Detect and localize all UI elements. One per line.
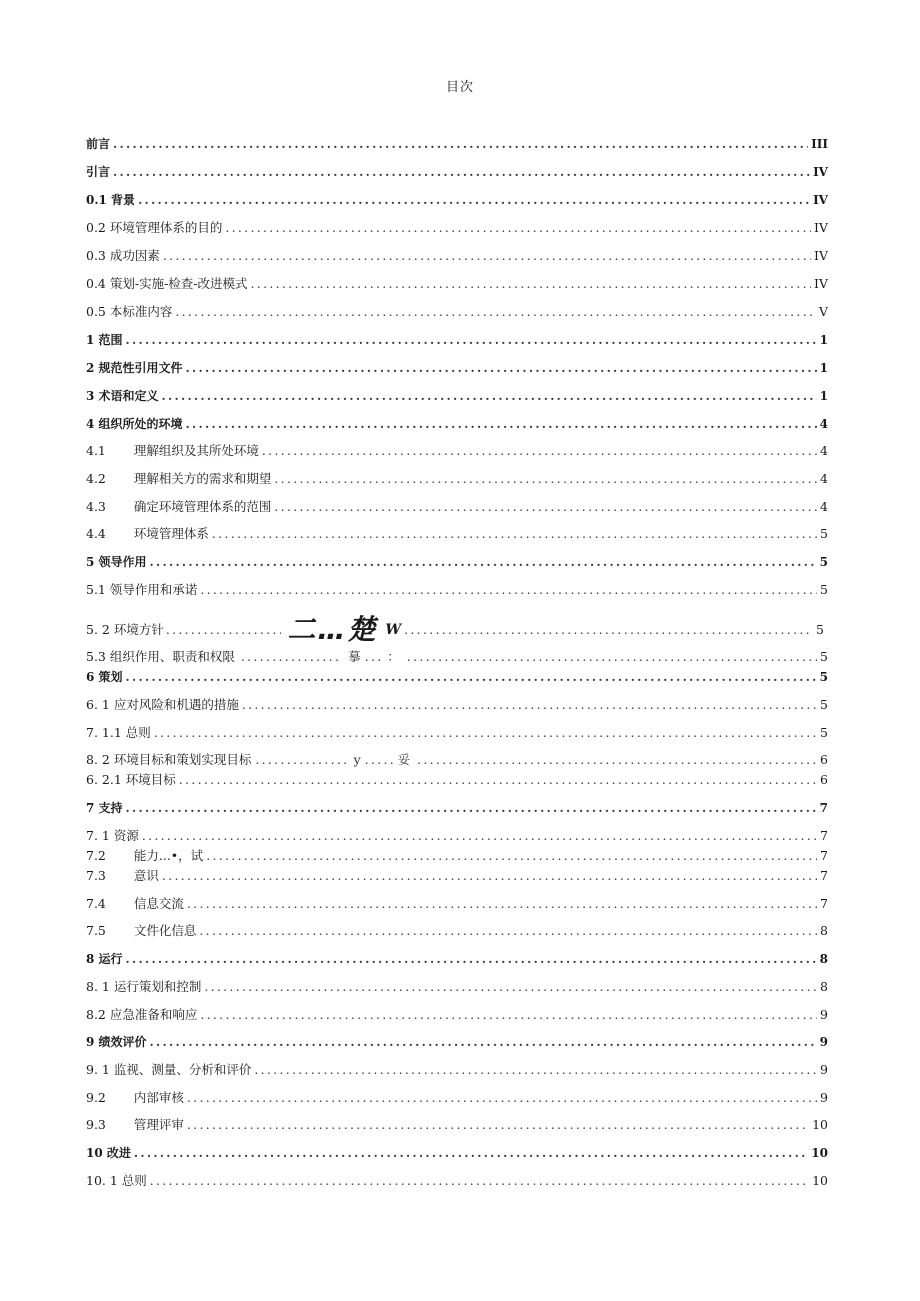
toc-entry-1[interactable] [86,331,828,349]
toc-entry-text: 意识 [133,868,159,883]
scan-artifact-char: ： [387,649,400,664]
toc-entry-4-3[interactable] [86,498,828,516]
toc-entry-number: 7.3 [86,868,106,883]
toc-entry-label: 5.1 领导作用和承诺 [86,582,198,597]
toc-page-number: 4 [820,471,828,486]
scan-artifact-text: 二…楚 [287,615,378,645]
toc-entry-label: 10 改进 [86,1146,131,1160]
toc-page-number: 7 [820,828,828,843]
toc-entry-label: 3 术语和定义 [86,389,159,403]
toc-entry-6-2-1[interactable] [86,771,828,789]
toc-entry-text: 理解组织及其所处环境 [133,443,259,458]
toc-entry-label: 5 领导作用 [86,555,147,569]
toc-page-number: 1 [819,361,828,375]
toc-entry-9-2[interactable] [86,1089,828,1107]
toc-entry-label: 8. 1 运行策划和控制 [86,979,202,994]
toc-leader-dots [126,331,817,349]
toc-entry-number: 7.2 [86,848,106,863]
toc-leader-dots [179,771,817,789]
toc-page-number: 9 [820,1062,828,1077]
toc-entry-7[interactable] [86,799,828,817]
toc-entry-number: 4.4 [86,526,106,541]
toc-entry-text: 能力...•，试 [133,848,204,863]
toc-leader-dots [150,1033,817,1051]
toc-page-number: 5 [819,555,828,569]
toc-entry-7-4[interactable] [86,895,828,913]
toc-entry-10[interactable] [86,1144,828,1162]
toc-page-number: V [818,304,828,319]
toc-leader-dots [187,895,817,913]
toc-leader-dots [162,387,817,405]
toc-leader-dots [126,799,817,817]
toc-entry-label: 7. 1 资源 [86,828,139,843]
toc-entry-number: 4.3 [86,499,106,514]
toc-entry-number: 7.4 [86,896,106,911]
toc-page-number: 8 [820,923,828,938]
toc-leader-dots [274,470,817,488]
toc-entry-0-1[interactable] [86,191,828,209]
toc-page-number: 7 [820,848,828,863]
toc-entry-7-3[interactable] [86,867,828,885]
toc-entry-6-1[interactable] [86,696,828,714]
toc-entry-4[interactable] [86,415,828,433]
toc-entry-8-2[interactable] [86,1006,828,1024]
toc-leader-dots [225,219,811,237]
scan-artifact-mark: W [385,622,402,638]
toc-entry-foreword[interactable] [86,135,828,153]
toc-entry-2[interactable] [86,359,828,377]
toc-entry-5-3[interactable] [86,648,828,666]
toc-entry-text: 管理评审 [133,1117,184,1132]
toc-leader-dots [251,275,812,293]
toc-entry-8[interactable] [86,950,828,968]
toc-leader-dots [187,1089,817,1107]
toc-entry-label: 0.3 成功因素 [86,248,160,263]
toc-page-number: 7 [819,801,828,815]
toc-entry-0-5[interactable] [86,303,828,321]
toc-page-number: 10 [811,1146,828,1160]
toc-leader-dots [204,978,817,996]
toc-leader-dots [365,751,394,769]
toc-leader-dots [186,359,817,377]
toc-entry-0-4[interactable] [86,275,828,293]
toc-entry-4-4[interactable] [86,525,828,543]
toc-page-number: 5 [820,526,828,541]
toc-leader-dots [113,163,810,181]
toc-page-number: 4 [819,417,828,431]
toc-entry-text: 文件化信息 [133,923,197,938]
toc-page-number: 5 [820,582,828,597]
toc-entry-6-2[interactable] [86,751,828,769]
toc-leader-dots [255,751,346,769]
toc-leader-dots [126,950,817,968]
toc-entry-number: 4.2 [86,471,106,486]
toc-leader-dots [404,621,813,639]
toc-entry-label [86,525,209,543]
toc-leader-dots [242,696,817,714]
toc-entry-label: 0.1 背景 [86,193,136,207]
toc-entry-label: 2 规范性引用文件 [86,361,183,375]
toc-page-number: 5 [816,622,824,637]
toc-leader-dots [274,498,817,516]
toc-leader-dots [212,525,817,543]
toc-entry-label: 前言 [86,137,111,151]
toc-page-number: IV [813,193,828,207]
toc-entry-label: 6 策划 [86,670,123,684]
toc-leader-dots [407,648,817,666]
toc-page-number: IV [813,165,828,179]
toc-page-number: 7 [820,868,828,883]
toc-entry-label: 1 范围 [86,333,123,347]
toc-leader-dots [166,621,282,639]
toc-page-number: 10 [812,1173,828,1188]
toc-leader-dots [162,867,817,885]
toc-leader-dots [134,1144,808,1162]
toc-page-number: IV [814,276,828,291]
toc-entry-7-2[interactable] [86,847,828,865]
scan-artifact-char: 摹 [348,649,361,664]
toc-entry-text: 理解相关方的需求和期望 [133,471,272,486]
toc-entry-number: 9.3 [86,1117,106,1132]
toc-entry-text: 内部审核 [133,1090,184,1105]
toc-page-number: 5 [820,649,828,664]
toc-page-number: 9 [820,1090,828,1105]
toc-leader-dots [417,751,817,769]
toc-entry-label: 8.2 应急准备和响应 [86,1007,198,1022]
toc-entry-text: 环境管理体系 [133,526,209,541]
toc-entry-label [86,867,159,885]
toc-page-number: 1 [819,389,828,403]
toc-entry-0-2[interactable] [86,219,828,237]
toc-entry-label: 9 绩效评价 [86,1035,147,1049]
toc-entry-label [86,847,203,865]
toc-entry-number: 9.2 [86,1090,106,1105]
toc-entry-label [86,498,271,516]
toc-entry-label [86,442,259,460]
toc-entry-7-1[interactable] [86,827,828,845]
toc-entry-label: 10. 1 总则 [86,1173,147,1188]
toc-entry-label: 0.4 策划-实施-检查-改进模式 [86,276,248,291]
toc-page-number: 6 [820,752,828,767]
toc-entry-label [86,922,196,940]
toc-entry-label: 0.2 环境管理体系的目的 [86,220,223,235]
toc-entry-9[interactable] [86,1033,828,1051]
toc-leader-dots [142,827,817,845]
toc-entry-label: 7. 1.1 总则 [86,725,151,740]
toc-page-number: III [811,137,828,151]
toc-leader-dots [186,415,817,433]
toc-leader-dots [206,847,817,865]
toc-entry-label: 8. 2 环境目标和策划实现目标 [86,752,252,767]
toc-page-number: 9 [819,1035,828,1049]
toc-leader-dots [138,191,810,209]
toc-leader-dots [154,724,817,742]
toc-page-number: IV [814,248,828,263]
toc-page-number: 4 [820,499,828,514]
toc-leader-dots [113,135,808,153]
toc-page-number: IV [814,220,828,235]
toc-entry-label: 4 组织所处的环境 [86,417,183,431]
toc-entry-text: 确定环境管理体系的范围 [133,499,272,514]
toc-leader-dots [163,247,811,265]
toc-page-number: 1 [819,333,828,347]
toc-entry-label: 6. 1 应对风险和机遇的措施 [86,697,239,712]
toc-page-number: 4 [820,443,828,458]
toc-page-number: 8 [820,979,828,994]
toc-leader-dots [200,1006,817,1024]
toc-entry-7-5[interactable] [86,922,828,940]
toc-entry-10-1[interactable] [86,1172,828,1190]
toc-entry-label: 5.3 组织作用、职责和权限 [86,649,235,664]
toc-leader-dots [150,1172,809,1190]
toc-entry-introduction[interactable] [86,163,828,181]
toc-entry-label: 8 运行 [86,952,123,966]
toc-leader-dots [365,648,384,666]
toc-entry-number: 4.1 [86,443,106,458]
toc-entry-label [86,1089,184,1107]
scan-artifact-char: 妥 [397,752,411,767]
page-title: 目次 [445,80,474,95]
toc-page-number: 5 [820,697,828,712]
toc-entry-label: 6. 2.1 环境目标 [86,772,176,787]
toc-page-number: 9 [820,1007,828,1022]
toc-entry-number: 7.5 [86,923,106,938]
toc-leader-dots [150,553,817,571]
toc-leader-dots [175,303,816,321]
toc-page-number: 5 [820,725,828,740]
toc-page-number: 7 [820,896,828,911]
toc-entry-label: 7 支持 [86,801,123,815]
toc-page-number: 8 [819,952,828,966]
toc-leader-dots [199,922,817,940]
toc-entry-6[interactable] [86,668,828,686]
toc-entry-label [86,470,271,488]
toc-entry-9-3[interactable] [86,1116,828,1134]
toc-leader-dots [126,668,817,686]
toc-entry-text: 信息交流 [133,896,184,911]
toc-entry-9-1[interactable] [86,1061,828,1079]
toc-leader-dots [187,1116,809,1134]
toc-page-number: 10 [812,1117,828,1132]
toc-leader-dots [262,442,817,460]
toc-entry-0-3[interactable] [86,247,828,265]
toc-entry-5[interactable] [86,553,828,571]
toc-entry-label [86,1116,184,1134]
toc-page-number: 6 [820,772,828,787]
toc-leader-dots [241,648,341,666]
toc-entry-label: 0.5 本标准内容 [86,304,173,319]
toc-leader-dots [200,581,817,599]
toc-entry-label [86,895,184,913]
toc-entry-4-2[interactable] [86,470,828,488]
toc-entry-4-1[interactable] [86,442,828,460]
toc-entry-8-1[interactable] [86,978,828,996]
toc-entry-label: 引言 [86,165,111,179]
toc-entry-5-2[interactable] [86,615,828,645]
toc-entry-5-1[interactable] [86,581,828,599]
toc-leader-dots [254,1061,817,1079]
toc-entry-label: 9. 1 监视、测量、分析和评价 [86,1062,252,1077]
toc-entry-3[interactable] [86,387,828,405]
toc-entry-6-1-1[interactable] [86,724,828,742]
scan-artifact-char: y [353,752,361,767]
toc-page-number: 5 [819,670,828,684]
toc-entry-label: 5. 2 环境方针 [86,622,164,637]
